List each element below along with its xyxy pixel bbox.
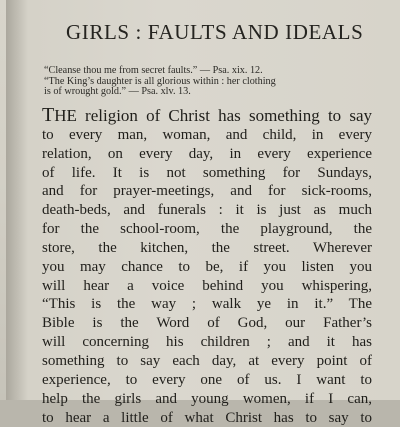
body-line: help the girls and young women, if I can, — [42, 390, 372, 409]
body-paragraph — [42, 107, 372, 427]
body-line: store, the kitchen, the street. Wherever — [42, 239, 372, 258]
body-line: something to say each day, at every point of — [42, 352, 372, 371]
epigraph-line: is of wrought gold.” — Psa. xlv. 13. — [44, 87, 366, 98]
drop-cap: T — [42, 104, 54, 126]
body-line: to every man, woman, and child, in every — [42, 126, 372, 145]
body-line: you may chance to be, if you listen you — [42, 258, 372, 277]
body-line: Bible is the Word of God, our Father’s — [42, 314, 372, 333]
body-line: death-beds, and funerals : it is just as much — [42, 201, 372, 220]
body-line: experience, to every one of us. I want to — [42, 371, 372, 390]
body-line: for the school-room, the playground, the — [42, 220, 372, 239]
first-line-text: HE religion of Christ has something to say — [54, 106, 372, 125]
epigraph-line: “The King’s daughter is all glorious within : her clothing — [44, 77, 366, 88]
epigraph-line: “Cleanse thou me from secret faults.” — Psa. xix. 12. — [44, 66, 366, 77]
body-line: and for prayer-meetings, and for sick-rooms, — [42, 182, 372, 201]
body-line: will hear a voice behind you whispering, — [42, 277, 372, 296]
page-gutter-shadow — [6, 0, 28, 400]
body-line: to hear a little of what Christ has to say to — [42, 409, 372, 427]
body-line: will concerning his children ; and it has — [42, 333, 372, 352]
body-line: relation, on every day, in every experience — [42, 145, 372, 164]
body-line: of life. It is not something for Sundays, — [42, 164, 372, 183]
chapter-title: GIRLS : FAULTS AND IDEALS — [66, 20, 363, 45]
book-page — [6, 0, 400, 400]
epigraph — [44, 66, 366, 98]
body-line-first — [42, 107, 372, 126]
body-line: “This is the way ; walk ye in it.” The — [42, 295, 372, 314]
